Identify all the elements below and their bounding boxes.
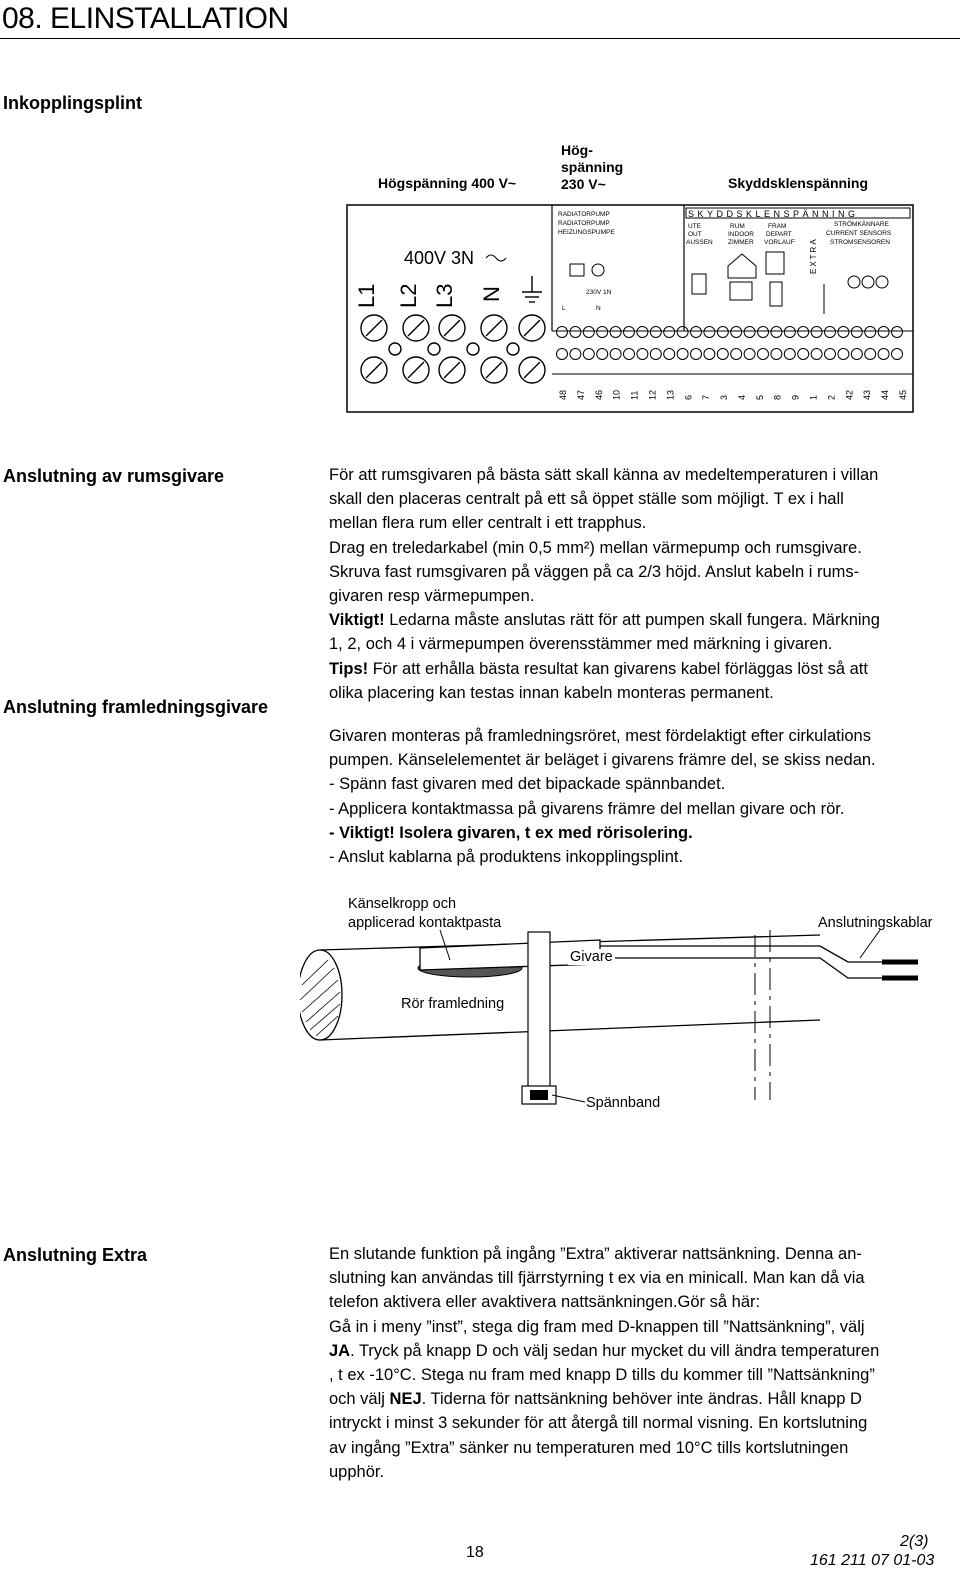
- label-mid-voltage: Hög- spänning 230 V~: [561, 142, 624, 192]
- terminal-number: 10: [611, 389, 622, 400]
- extra-label: EXTRA: [809, 237, 818, 274]
- page-fraction: 2(3): [900, 1533, 929, 1550]
- power-terminal-screws: [361, 315, 545, 383]
- terminal-number: 47: [575, 389, 586, 400]
- terminal-number: 9: [790, 394, 801, 400]
- svg-text:INDOOR: INDOOR: [728, 231, 754, 238]
- terminal-number: 13: [665, 389, 676, 400]
- svg-text:L3: L3: [432, 283, 457, 308]
- page-number: 18: [466, 1544, 484, 1561]
- svg-text:OUT: OUT: [688, 231, 702, 238]
- phase-labels: [354, 284, 504, 308]
- pump-label: [558, 211, 615, 312]
- label-sensor: Givare: [570, 949, 613, 965]
- terminal-number: 43: [862, 389, 873, 400]
- sensor-symbols-icon: [692, 252, 888, 314]
- label-band: Spännband: [586, 1095, 661, 1111]
- svg-text:L1: L1: [354, 283, 379, 308]
- pump-icon: [570, 264, 604, 276]
- section-title: Inkopplingsplint: [3, 93, 142, 113]
- page-header: [0, 0, 960, 39]
- svg-text:HEIZUNGSPUMPE: HEIZUNGSPUMPE: [558, 229, 615, 236]
- svg-text:L: L: [562, 305, 566, 312]
- svg-text:DEPART: DEPART: [766, 231, 792, 238]
- room-sensor-text: För att rumsgivaren på bästa sätt skall känna av medeltemperaturen i villan skall den placeras centralt på ett så öppet ställe som möjligt. T ex i hall mellan flera rum eller centralt i ett trapphus. Drag en treledarkabel (min 0,5 mm²) mellan värmepump och rumsgivare. Skruva fast rumsgivaren på väggen på ca 2/3 höjd. Anslut kabeln i rums- givaren resp värmepumpen. Viktigt! Ledarna måste anslutas rätt för att pumpen skall fungera. Märkning 1, 2, och 4 i värmepumpen överensstämmer med märkning i givaren. Tips! För att erhålla bästa resultat kan givarens kabel förläggas löst så att olika placering kan testas innan kabeln monteras permanent.: [329, 466, 880, 702]
- label-pipe: Rör framledning: [401, 996, 505, 1012]
- terminal-number: 2: [826, 394, 837, 400]
- page-title: 08. ELINSTALLATION: [2, 2, 289, 35]
- low-voltage-banner: SKYDDSKLENSPÄNNING: [688, 209, 859, 219]
- terminal-number: 45: [898, 389, 908, 400]
- svg-text:UTE: UTE: [688, 223, 701, 230]
- svg-text:VORLAUF: VORLAUF: [764, 239, 795, 246]
- terminal-number: 12: [647, 389, 658, 400]
- svg-text:FRAM: FRAM: [768, 223, 787, 230]
- terminal-number: 44: [880, 389, 891, 400]
- supply-label: 400V 3N: [404, 248, 475, 268]
- terminal-number: 3: [719, 394, 730, 400]
- doc-code: 161 211 07 01-03: [810, 1552, 935, 1569]
- heading-extra: Anslutning Extra: [3, 1245, 148, 1265]
- terminal-number: 11: [629, 390, 640, 400]
- svg-text:RUM: RUM: [730, 223, 745, 230]
- ground-symbol-icon: [522, 276, 542, 302]
- svg-text:230V 1N: 230V 1N: [586, 289, 612, 296]
- terminal-number: 42: [844, 389, 855, 400]
- flow-sensor-text: Givaren monteras på framledningsröret, mest fördelaktigt efter cirkulations pumpen. Känselelementet är beläget i givarens främre del, se skiss nedan. - Spänn fast givaren med det bipackade spännbandet. - Applicera kontaktmassa på givarens främre del mellan givare och rör. - Viktigt! Isolera givaren, t ex med rörisolering. - Anslut kablarna på produktens inkopplingsplint.: [329, 727, 876, 867]
- svg-text:ZIMMER: ZIMMER: [728, 239, 754, 246]
- terminal-number: 5: [754, 394, 765, 400]
- terminal-block-diagram: [346, 204, 914, 414]
- heading-flow-sensor: Anslutning framledningsgivare: [3, 697, 269, 717]
- terminal-numbers: [558, 390, 908, 400]
- svg-text:CURRENT SENSORS: CURRENT SENSORS: [826, 230, 892, 237]
- svg-text:RADIATORPUMP: RADIATORPUMP: [558, 211, 610, 218]
- terminal-number: 1: [808, 394, 819, 400]
- svg-text:L2: L2: [396, 283, 421, 308]
- terminal-number: 46: [593, 389, 604, 400]
- svg-text:N: N: [596, 305, 601, 312]
- label-high-voltage: Högspänning 400 V~: [378, 175, 517, 191]
- label-cables: Anslutningskablar: [818, 915, 933, 931]
- svg-text:N: N: [479, 286, 504, 302]
- svg-text:STROMSENSOREN: STROMSENSOREN: [830, 239, 890, 246]
- heading-room-sensor: Anslutning av rumsgivare: [3, 466, 225, 486]
- svg-text:AUSSEN: AUSSEN: [686, 239, 713, 246]
- terminal-number: 4: [736, 394, 747, 400]
- extra-text: En slutande funktion på ingång ”Extra” aktiverar nattsänkning. Denna an- slutning kan användas till fjärrstyrning t ex via en minicall. Man kan då via telefon aktivera eller avaktivera nattsänkningen.Gör så här: Gå in i meny ”inst”, stega dig fram med D-knappen till ”Nattsänkning”, välj JA. Tryck på knapp D och välj sedan hur mycket du vill ändra temperaturen , t ex -10°C. Stega nu fram med knapp D tills du kommer till ”Nattsänkning” och välj NEJ. Tiderna för nattsänkning behöver inte ändras. Håll knapp D intryckt i minst 3 sekunder för att återgå till normal visning. En kortslutning av ingång ”Extra” sänker nu temperaturen med 10°C tills kortslutningen upphör.: [329, 1245, 880, 1481]
- terminal-number: 7: [701, 394, 712, 400]
- sensor-labels: [686, 220, 892, 246]
- svg-text:RADIATORPUMP: RADIATORPUMP: [558, 220, 610, 227]
- label-sensor-body: Känselkropp och applicerad kontaktpasta: [348, 896, 502, 931]
- label-low-voltage: Skyddsklenspänning: [728, 175, 869, 191]
- svg-text:STRÖMKÄNNARE: STRÖMKÄNNARE: [834, 221, 889, 228]
- terminal-number: 6: [683, 394, 694, 400]
- terminal-number: 8: [772, 394, 783, 400]
- terminal-number: 48: [558, 389, 568, 400]
